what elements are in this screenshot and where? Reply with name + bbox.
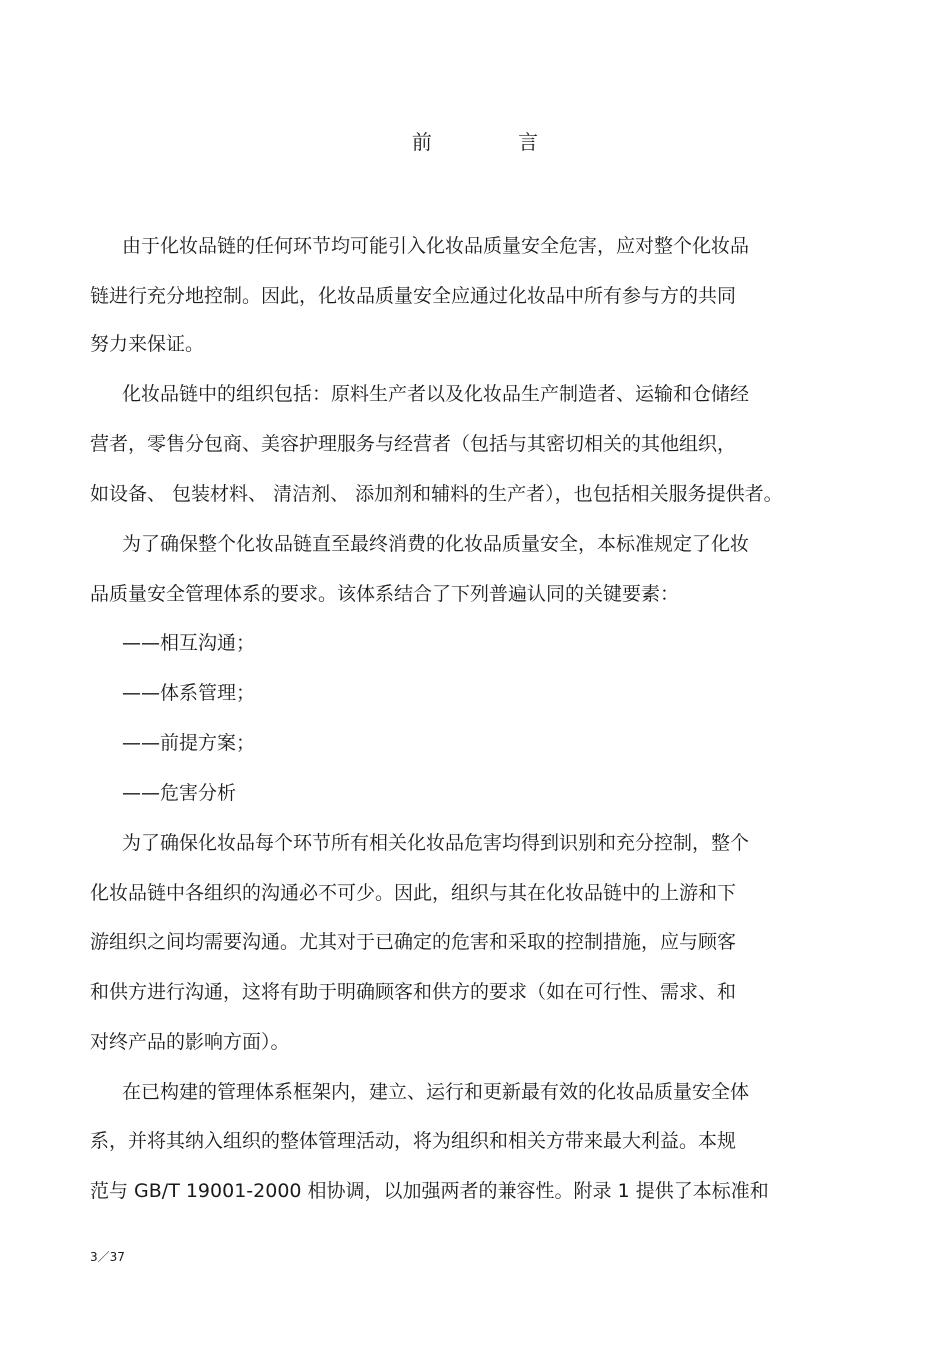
paragraph-line: 在已构建的管理体系框架内，建立、运行和更新最有效的化妆品质量安全体 [122, 1081, 750, 1103]
list-item: ——危害分析 [122, 782, 237, 804]
list-item: ——前提方案； [122, 732, 256, 754]
page-number: 3／37 [90, 1250, 125, 1264]
paragraph-line: 化妆品链中的组织包括：原料生产者以及化妆品生产制造者、运输和仓储经 [122, 383, 750, 405]
paragraph-line: 为了确保化妆品每个环节所有相关化妆品危害均得到识别和充分控制，整个 [122, 832, 750, 854]
paragraph-line: 游组织之间均需要沟通。尤其对于已确定的危害和采取的控制措施，应与顾客 [90, 931, 737, 953]
paragraph-line: 对终产品的影响方面）。 [90, 1031, 290, 1053]
paragraph-line: 为了确保整个化妆品链直至最终消费的化妆品质量安全，本标准规定了化妆 [122, 533, 750, 555]
paragraph-line: 和供方进行沟通，这将有助于明确顾客和供方的要求（如在可行性、需求、和 [90, 981, 737, 1003]
paragraph-line: 链进行充分地控制。因此，化妆品质量安全应通过化妆品中所有参与方的共同 [90, 285, 737, 307]
paragraph-line: 范与 GB/T 19001-2000 相协调，以加强两者的兼容性。附录 1 提供了本标准和 [90, 1180, 769, 1202]
paragraph-line: 努力来保证。 [90, 333, 205, 355]
paragraph-line: 由于化妆品链的任何环节均可能引入化妆品质量安全危害，应对整个化妆品 [122, 235, 750, 257]
paragraph-line: 如设备、 包装材料、 清洁剂、 添加剂和辅料的生产者），也包括相关服务提供者。 [90, 483, 783, 505]
list-item: ——相互沟通； [122, 632, 256, 654]
paragraph-line: 系，并将其纳入组织的整体管理活动，将为组织和相关方带来最大利益。本规 [90, 1130, 737, 1152]
paragraph-line: 品质量安全管理体系的要求。该体系结合了下列普遍认同的关键要素： [90, 583, 680, 605]
list-item: ——体系管理； [122, 682, 256, 704]
paragraph-line: 化妆品链中各组织的沟通必不可少。因此，组织与其在化妆品链中的上游和下 [90, 882, 737, 904]
page-title: 前 言 [411, 130, 579, 154]
paragraph-line: 营者，零售分包商、美容护理服务与经营者（包括与其密切相关的其他组织， [90, 433, 737, 455]
